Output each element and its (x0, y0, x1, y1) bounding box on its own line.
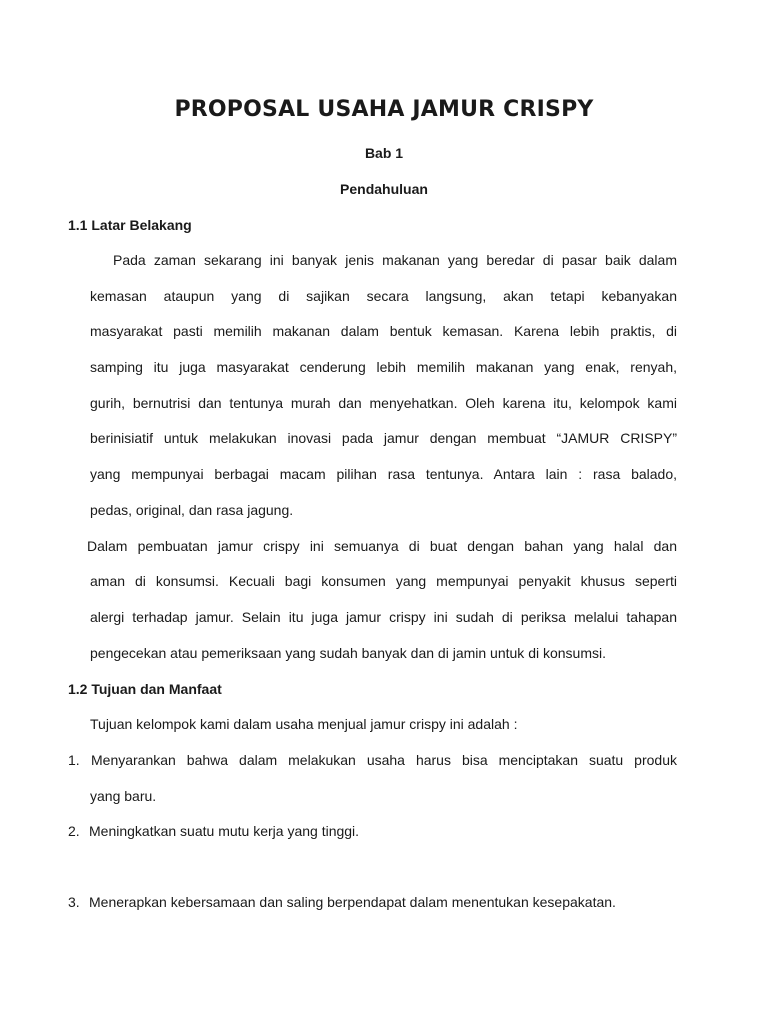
list-number: 2. (68, 823, 80, 839)
list-item-line: yang baru. (90, 788, 157, 804)
paragraph-line: Pada zaman sekarang ini banyak jenis makanan yang beredar di pasar baik dalam (113, 252, 677, 268)
chapter-label: Bab 1 (364, 145, 404, 161)
list-number: 3. (68, 894, 80, 910)
paragraph-line: berinisiatif untuk melakukan inovasi pada jamur dengan membuat “JAMUR CRISPY” (90, 430, 677, 446)
list-item-line: Menyarankan bahwa dalam melakukan usaha harus bisa menciptakan suatu produk (91, 752, 677, 768)
list-item-line: Meningkatkan suatu mutu kerja yang tinggi. (89, 823, 360, 839)
paragraph-line: pedas, original, dan rasa jagung. (90, 502, 294, 518)
paragraph-line: Dalam pembuatan jamur crispy ini semuanya di buat dengan bahan yang halal dan (87, 538, 677, 554)
paragraph-line: yang mempunyai berbagai macam pilihan rasa tentunya. Antara lain : rasa balado, (90, 466, 677, 482)
list-number: 1. (68, 752, 80, 768)
paragraph-line: pengecekan atau pemeriksaan yang sudah banyak dan di jamin untuk di konsumsi. (90, 645, 606, 661)
section-heading-tujuan-manfaat: 1.2 Tujuan dan Manfaat (68, 681, 222, 697)
paragraph-line: samping itu juga masyarakat cenderung lebih memilih makanan yang enak, renyah, (90, 359, 677, 375)
chapter-title: Pendahuluan (340, 181, 428, 197)
document-title: PROPOSAL USAHA JAMUR CRISPY (174, 97, 594, 122)
section-intro: Tujuan kelompok kami dalam usaha menjual jamur crispy ini adalah : (90, 716, 518, 732)
paragraph-line: aman di konsumsi. Kecuali bagi konsumen yang mempunyai penyakit khusus seperti (90, 573, 677, 589)
list-item-line: Menerapkan kebersamaan dan saling berpendapat dalam menentukan kesepakatan. (89, 894, 616, 910)
paragraph-line: masyarakat pasti memilih makanan dalam bentuk kemasan. Karena lebih praktis, di (90, 323, 677, 339)
paragraph-line: gurih, bernutrisi dan tentunya murah dan menyehatkan. Oleh karena itu, kelompok kami (90, 395, 677, 411)
paragraph-line: kemasan ataupun yang di sajikan secara langsung, akan tetapi kebanyakan (90, 288, 677, 304)
section-heading-latar-belakang: 1.1 Latar Belakang (68, 217, 192, 233)
paragraph-line: alergi terhadap jamur. Selain itu juga jamur crispy ini sudah di periksa melalui tahapan (90, 609, 677, 625)
